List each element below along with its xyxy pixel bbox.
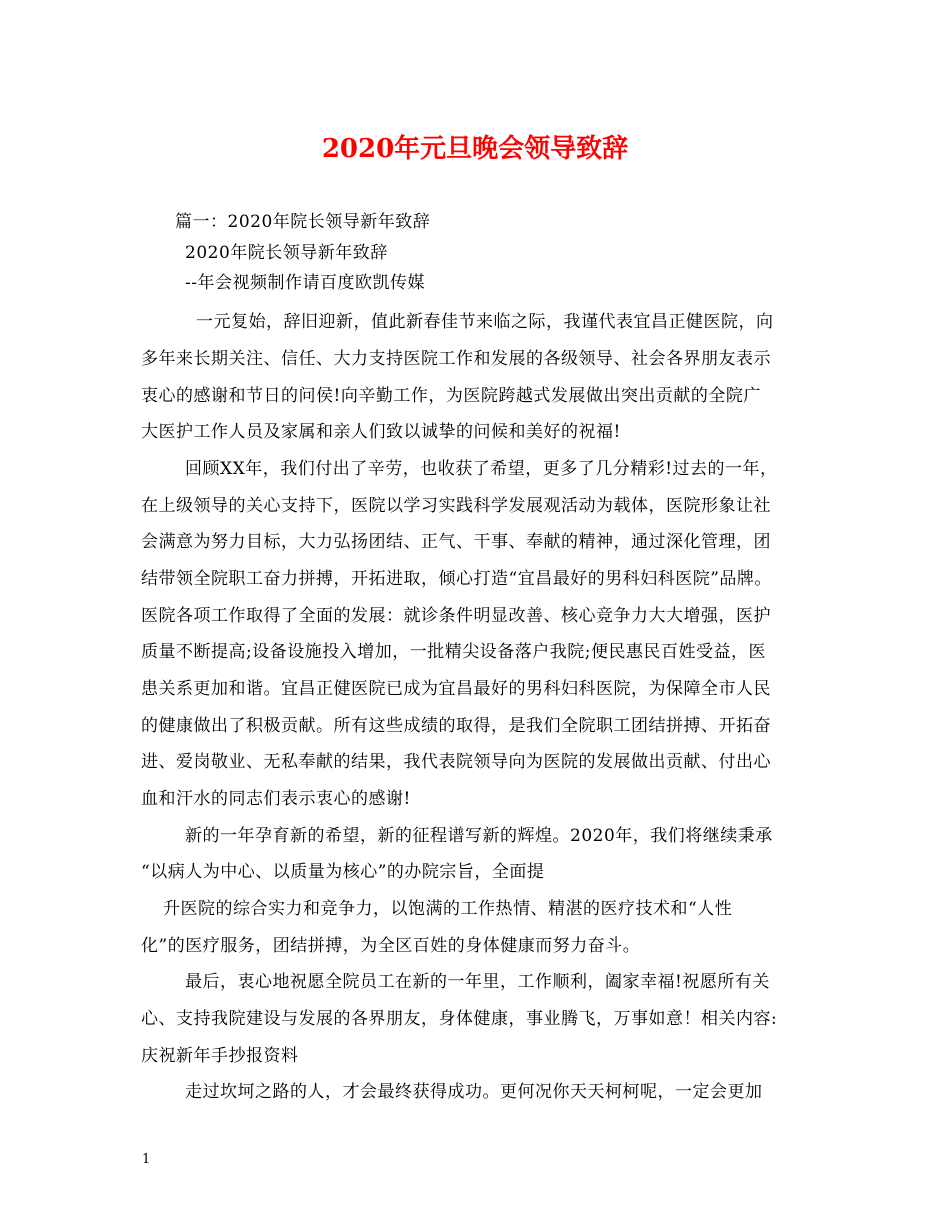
text-line: --年会视频制作请百度欧凯传媒 bbox=[185, 273, 425, 293]
text-line: 医院各项工作取得了全面的发展：就诊条件明显改善、核心竞争力大大增强，医护 bbox=[141, 606, 771, 626]
text-line: 走过坎坷之路的人，才会最终获得成功。更何况你天天柯柯呢，一定会更加 bbox=[185, 1082, 763, 1102]
text-line: 血和汗水的同志们表示衷心的感谢! bbox=[141, 789, 411, 809]
text-line: 在上级领导的关心支持下，医院以学习实践科学发展观活动为载体，医院形象让社 bbox=[141, 496, 771, 516]
text-line: 质量不断提高;设备设施投入增加，一批精尖设备落户我院;便民惠民百姓受益，医 bbox=[141, 642, 766, 662]
text-line: 多年来长期关注、信任、大力支持医院工作和发展的各级领导、社会各界朋友表示 bbox=[141, 349, 771, 369]
text-line: 最后，衷心地祝愿全院员工在新的一年里，工作顺利，阖家幸福!祝愿所有关 bbox=[185, 972, 770, 992]
text-line: 2020年院长领导新年致辞 bbox=[185, 243, 388, 263]
text-line: 患关系更加和谐。宜昌正健医院已成为宜昌最好的男科妇科医院，为保障全市人民 bbox=[141, 679, 771, 699]
text-line: 庆祝新年手抄报资料 bbox=[141, 1046, 299, 1066]
text-line: 升医院的综合实力和竞争力，以饱满的工作热情、精湛的医疗技术和“人性 bbox=[163, 899, 733, 919]
text-line: 的健康做出了积极贡献。所有这些成绩的取得，是我们全院职工团结拼搏、开拓奋 bbox=[141, 716, 771, 736]
text-line: 进、爱岗敬业、无私奉献的结果，我代表院领导向为医院的发展做出贡献、付出心 bbox=[141, 752, 771, 772]
text-line: “以病人为中心、以质量为核心”的办院宗旨，全面提 bbox=[141, 862, 545, 882]
page-number: 1 bbox=[142, 1152, 151, 1167]
text-line: 大医护工作人员及家属和亲人们致以诚挚的问候和美好的祝福! bbox=[141, 422, 621, 442]
text-line: 一元复始，辞旧迎新，值此新春佳节来临之际，我谨代表宜昌正健医院，向 bbox=[196, 312, 774, 332]
text-line: 篇一：2020年院长领导新年致辞 bbox=[175, 212, 431, 232]
text-line: 回顾XX年，我们付出了辛劳，也收获了希望，更多了几分精彩!过去的一年， bbox=[185, 459, 778, 479]
text-line: 心、支持我院建设与发展的各界朋友，身体健康，事业腾飞，万事如意！相关内容: bbox=[141, 1009, 778, 1029]
text-line: 衷心的感谢和节日的问侯!向辛勤工作，为医院跨越式发展做出突出贡献的全院广 bbox=[141, 386, 761, 406]
document-title: 2020年元旦晚会领导致辞 bbox=[321, 134, 629, 164]
text-line: 新的一年孕育新的希望，新的征程谱写新的辉煌。2020年，我们将继续秉承 bbox=[185, 826, 773, 846]
text-line: 会满意为努力目标，大力弘扬团结、正气、干事、奉献的精神，通过深化管理，团 bbox=[141, 532, 771, 552]
text-line: 结带领全院职工奋力拼搏，开拓进取，倾心打造“宜昌最好的男科妇科医院”品牌。 bbox=[141, 569, 772, 589]
text-line: 化”的医疗服务，团结拼搏，为全区百姓的身体健康而努力奋斗。 bbox=[141, 936, 641, 956]
